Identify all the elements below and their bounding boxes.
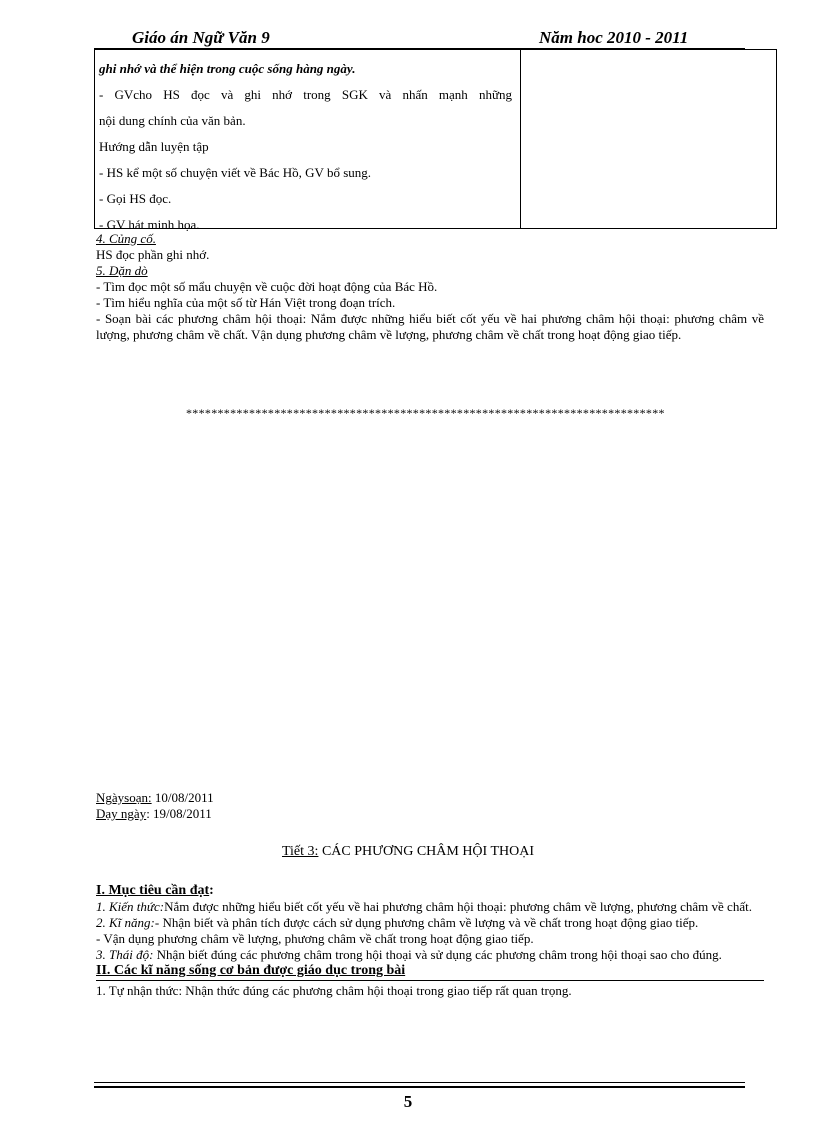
table-cell-activities	[99, 56, 512, 238]
separator-stars: ****************************************************************************	[186, 406, 665, 420]
skill-text: - Nhận biết và phân tích được cách sử dụng phương châm về lượng và về chất trong hoạt động giao tiếp.	[154, 915, 699, 930]
objectives-heading: I. Mục tiêu cần đạt:	[96, 883, 214, 898]
attitude-text: Nhận biết đúng các phương châm trong hội thoại và sử dụng các phương châm trong hội thoại sao cho đúng.	[153, 947, 722, 962]
prep-date-label: Ngàysoạn:	[96, 790, 152, 805]
list-item: - Soạn bài các phương châm hội thoại: Nắm được những hiểu biết cốt yếu về hai phương châm hội thoại: phương châm về lượng, phương châm về chất. Vận dụng phương châm về lượng, phương châm về chất trong hoạt động giao tiếp.	[96, 311, 764, 342]
table-row: - GV hát minh họa.	[99, 217, 200, 232]
section-heading: 4. Củng cố.	[96, 231, 156, 246]
knowledge-label: 1. Kiến thức:	[96, 899, 165, 914]
objectives-section	[96, 883, 764, 999]
lesson-table	[94, 49, 777, 232]
table-column-divider	[520, 50, 521, 228]
teach-date-label: Dạy ngày	[96, 806, 147, 821]
footer-rule	[94, 1082, 745, 1088]
prep-date	[96, 790, 214, 806]
knowledge-text: Nắm được những hiểu biết cốt yếu về hai phương châm hội thoại: phương châm về lượng, phương châm về chất.	[164, 899, 752, 914]
life-skill-item: 1. Tự nhận thức: Nhận thức đúng các phương châm hội thoại trong giao tiếp rất quan trọng.	[96, 980, 764, 999]
table-row: - Gọi HS đọc.	[99, 191, 172, 206]
header-school-year: Năm hoc 2010 - 2011	[539, 28, 689, 47]
list-item: - Tìm hiểu nghĩa của một số từ Hán Việt trong đoạn trích.	[96, 295, 396, 310]
attitude-label: 3. Thái độ:	[96, 947, 154, 962]
table-row: Hướng dẫn luyện tập	[99, 139, 209, 154]
section-text: HS đọc phần ghi nhớ.	[96, 247, 210, 262]
table-row: - HS kể một số chuyện viết về Bác Hồ, GV bổ sung.	[99, 165, 372, 180]
table-row: ghi nhớ và thể hiện trong cuộc sống hàng ngày.	[99, 61, 356, 76]
lesson-dates	[96, 790, 214, 822]
page-number: 5	[403, 1092, 413, 1111]
lesson-number: Tiết 3:	[281, 844, 319, 859]
attitude-objective	[96, 947, 764, 963]
page-header	[94, 26, 745, 49]
lesson-name: CÁC PHƯƠNG CHÂM HỘI THOẠI	[318, 844, 534, 859]
table-row: - GVcho HS đọc và ghi nhớ trong SGK và nhấn mạnh những	[99, 87, 512, 102]
teach-date-value: : 19/08/2011	[146, 806, 212, 821]
teach-date	[96, 806, 214, 822]
prep-date-value: 10/08/2011	[151, 790, 214, 805]
skill-apply: - Vận dụng phương châm về lượng, phương châm về chất trong hoạt động giao tiếp.	[96, 931, 534, 946]
lesson-title	[0, 844, 816, 860]
consolidation-section	[96, 231, 764, 343]
skill-objective	[96, 915, 764, 931]
header-subject: Giáo án Ngữ Văn 9	[132, 28, 270, 47]
life-skills-heading: II. Các kĩ năng sống cơ bản được giáo dục trong bài	[96, 963, 406, 978]
table-row: nội dung chính của văn bản.	[99, 113, 246, 128]
skill-label: 2. Kĩ năng:	[96, 915, 155, 930]
knowledge-objective	[96, 899, 764, 915]
section-heading: 5. Dặn dò	[96, 263, 148, 278]
list-item: - Tìm đọc một số mẩu chuyện về cuộc đời hoạt động của Bác Hồ.	[96, 279, 438, 294]
